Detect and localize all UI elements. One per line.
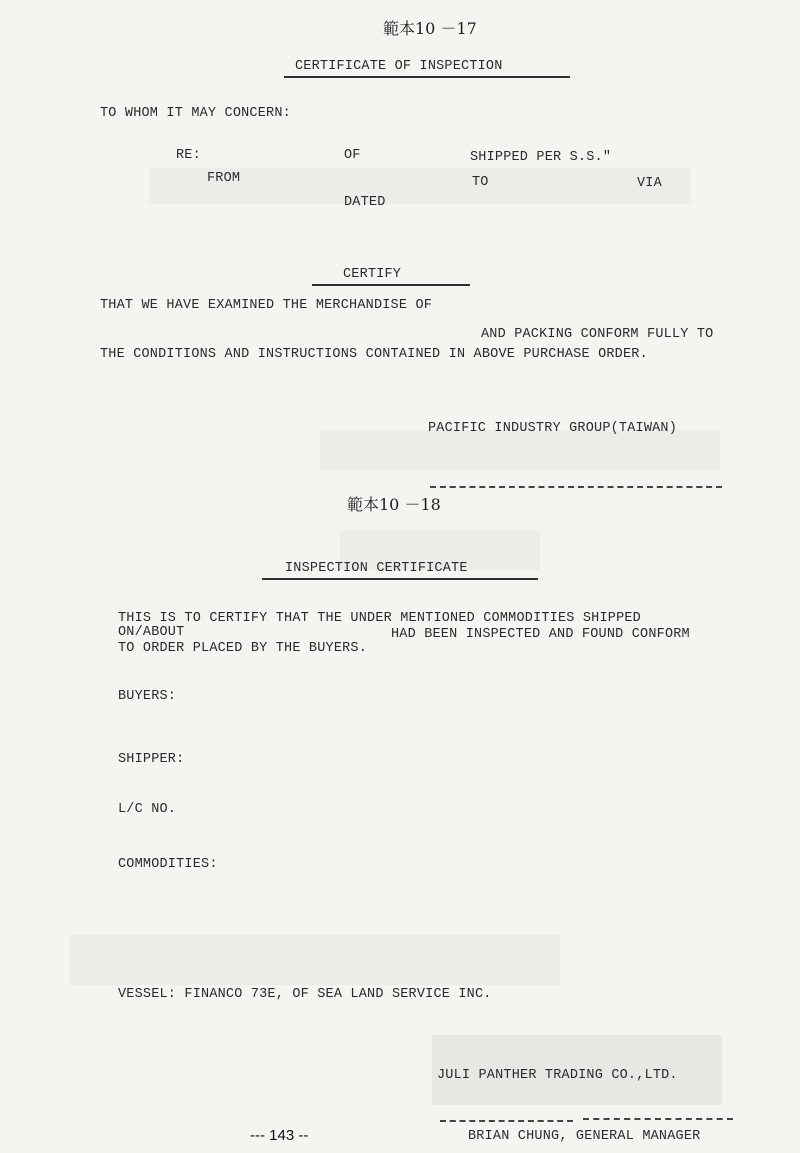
title-underline: [284, 76, 570, 78]
trading-company-name: JULI PANTHER TRADING CO.,LTD.: [437, 1068, 678, 1083]
title-underline-2: [262, 578, 538, 580]
shipper-label: SHIPPER:: [118, 752, 185, 767]
statement-line-1: THAT WE HAVE EXAMINED THE MERCHANDISE OF: [100, 298, 433, 313]
signatory-company: PACIFIC INDUSTRY GROUP(TAIWAN): [428, 421, 678, 436]
from-label: FROM: [207, 171, 241, 186]
signature-line-left: [440, 1120, 573, 1122]
shipped-per-label: SHIPPED PER S.S.": [470, 150, 612, 165]
of-label: OF: [344, 148, 361, 163]
certify-underline: [312, 284, 470, 286]
to-label: TO: [472, 175, 489, 190]
salutation: TO WHOM IT MAY CONCERN:: [100, 106, 291, 121]
statement-line-2: AND PACKING CONFORM FULLY TO: [481, 327, 714, 342]
certify-heading: CERTIFY: [343, 267, 402, 282]
via-label: VIA: [637, 176, 662, 191]
certificate-title: CERTIFICATE OF INSPECTION: [295, 59, 503, 74]
certify-body-line-2: HAD BEEN INSPECTED AND FOUND CONFORM: [391, 627, 690, 642]
sample-number-heading: 範本10 －17: [383, 19, 477, 38]
vessel-line: VESSEL: FINANCO 73E, OF SEA LAND SERVICE INC.: [118, 987, 492, 1002]
sample-number-heading-2: 範本10 －18: [347, 495, 441, 514]
buyers-label: BUYERS:: [118, 689, 177, 704]
scan-bleed-through: [320, 430, 720, 470]
signature-line: [430, 486, 722, 488]
commodities-label: COMMODITIES:: [118, 857, 218, 872]
scan-bleed-through: [70, 935, 560, 985]
certify-body-line-1: THIS IS TO CERTIFY THAT THE UNDER MENTIONED COMMODITIES SHIPPED: [118, 611, 641, 626]
on-about-label: ON/ABOUT: [118, 625, 185, 640]
certify-body-line-3: TO ORDER PLACED BY THE BUYERS.: [118, 641, 368, 656]
dated-label: DATED: [344, 195, 386, 210]
re-label: RE:: [176, 148, 201, 163]
signature-line-right: [583, 1118, 733, 1120]
lc-number-label: L/C NO.: [118, 802, 177, 817]
inspection-certificate-title: INSPECTION CERTIFICATE: [285, 561, 468, 576]
signer-name-title: BRIAN CHUNG, GENERAL MANAGER: [468, 1129, 701, 1144]
statement-line-3: THE CONDITIONS AND INSTRUCTIONS CONTAINED IN ABOVE PURCHASE ORDER.: [100, 347, 648, 362]
page-number: --- 143 --: [250, 1127, 309, 1144]
